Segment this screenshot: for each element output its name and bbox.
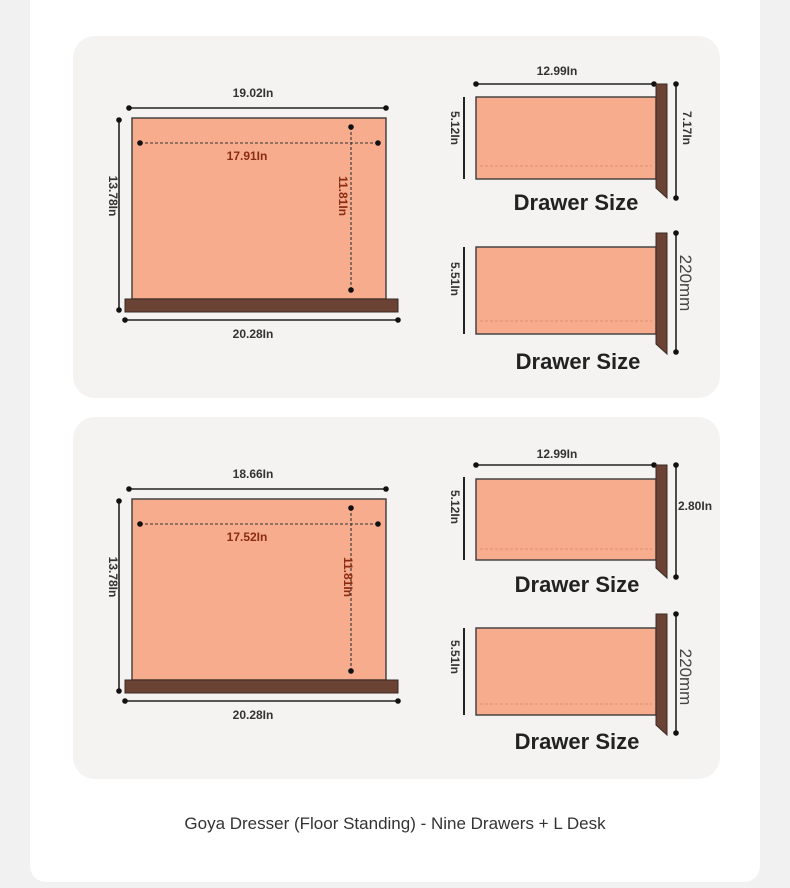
main-bottom-width-label: 20.28In xyxy=(232,708,274,722)
drawer-b-body xyxy=(476,628,656,715)
drawer-b-front xyxy=(656,614,667,735)
main-top-width-label: 18.66In xyxy=(232,467,274,481)
diagram-panel-2 xyxy=(73,417,720,779)
drawer-b-caption: Drawer Size xyxy=(514,729,640,754)
main-inner-depth-label: 11.81In xyxy=(341,556,355,598)
drawer-a-height-label: 5.12In xyxy=(448,489,462,525)
drawer-b-height-label: 5.51In xyxy=(448,261,462,297)
drawer-a-height-label: 5.12In xyxy=(448,110,462,146)
diagram-panel-1 xyxy=(73,36,720,398)
main-drawer-front xyxy=(125,680,398,693)
product-caption: Goya Dresser (Floor Standing) - Nine Drawers + L Desk xyxy=(184,814,606,833)
drawer-a-body xyxy=(476,97,656,179)
drawer-b-caption: Drawer Size xyxy=(515,349,641,374)
drawer-a-width-label: 12.99In xyxy=(536,447,578,461)
main-inner-width-label: 17.52In xyxy=(226,530,268,544)
drawer-diagram-2 xyxy=(73,417,720,779)
main-top-width-label: 19.02In xyxy=(232,86,274,100)
main-depth-label: 13.78In xyxy=(106,175,120,217)
drawer-b-right-label: 220mm xyxy=(676,254,695,312)
main-drawer-front xyxy=(125,299,398,312)
drawer-a-right-label: 2.80In xyxy=(678,499,713,513)
drawer-a-caption: Drawer Size xyxy=(513,190,639,215)
drawer-a-caption: Drawer Size xyxy=(514,572,640,597)
main-inner-width-label: 17.91In xyxy=(226,149,268,163)
drawer-a-front xyxy=(656,84,667,198)
drawer-b-front xyxy=(656,233,667,354)
main-depth-label: 13.78In xyxy=(106,556,120,598)
drawer-b-right-label: 220mm xyxy=(676,648,695,706)
drawer-a-right-label: 7.17In xyxy=(680,110,694,146)
main-bottom-width-label: 20.28In xyxy=(232,327,274,341)
drawer-b-height-label: 5.51In xyxy=(448,639,462,675)
drawer-a-width-label: 12.99In xyxy=(536,64,578,78)
main-inner-depth-label: 11.81In xyxy=(336,175,350,217)
drawer-diagram-1 xyxy=(73,36,720,398)
drawer-a-front xyxy=(656,465,667,578)
drawer-a-body xyxy=(476,479,656,560)
